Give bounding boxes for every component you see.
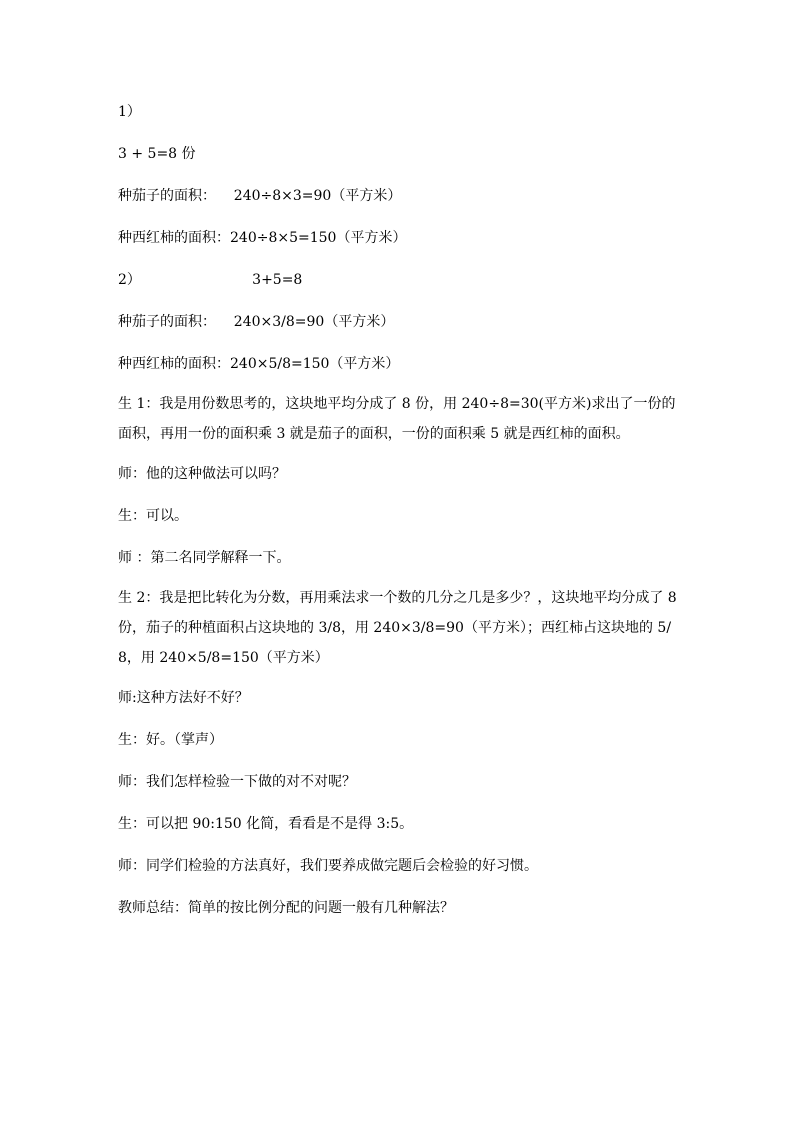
text-line: 师:这种方法好不好？ <box>118 690 249 706</box>
text-line: 教师总结：简单的按比例分配的问题一般有几种解法？ <box>118 900 454 916</box>
text-line: 3 + 5=8 份 <box>118 146 196 162</box>
text-paragraph: 生 1：我是用份数思考的，这块地平均分成了 8 份，用 240÷8=30(平方米)求出了一份的面积，再用一份的面积乘 3 就是茄子的面积，一份的面积乘 5 就是西红柿的面积。 <box>118 396 676 442</box>
text-line: 生：可以把 90:150 化简，看看是不是得 3:5。 <box>118 816 414 832</box>
text-line: 种西红柿的面积：240÷8×5=150（平方米） <box>118 230 407 246</box>
text-line: 生：可以。 <box>118 508 188 524</box>
text-line: 1） <box>118 104 141 120</box>
text-line: 师：我们怎样检验一下做的对不对呢？ <box>118 774 356 790</box>
text-line: 种茄子的面积： 240÷8×3=90（平方米） <box>118 188 402 204</box>
text-line: 种茄子的面积： 240×3/8=90（平方米） <box>118 314 395 330</box>
text-line: 师：同学们检验的方法真好，我们要养成做完题后会检验的好习惯。 <box>118 858 538 874</box>
text-paragraph: 生 2：我是把比转化为分数，再用乘法求一个数的几分之几是多少？，这块地平均分成了 8 份，茄子的种植面积占这块地的 3/8，用 240×3/8=90（平方米）；西红柿占这块地的 5/8，用 240×5/8=150（平方米） <box>118 590 677 666</box>
text-line: 师 ：第二名同学解释一下。 <box>118 550 291 566</box>
text-line: 生：好。（掌声） <box>118 732 223 748</box>
document-body <box>118 100 678 920</box>
text-line: 2） 3+5=8 <box>118 272 303 288</box>
text-line: 师：他的这种做法可以吗？ <box>118 466 286 482</box>
text-line: 种西红柿的面积：240×5/8=150（平方米） <box>118 356 400 372</box>
